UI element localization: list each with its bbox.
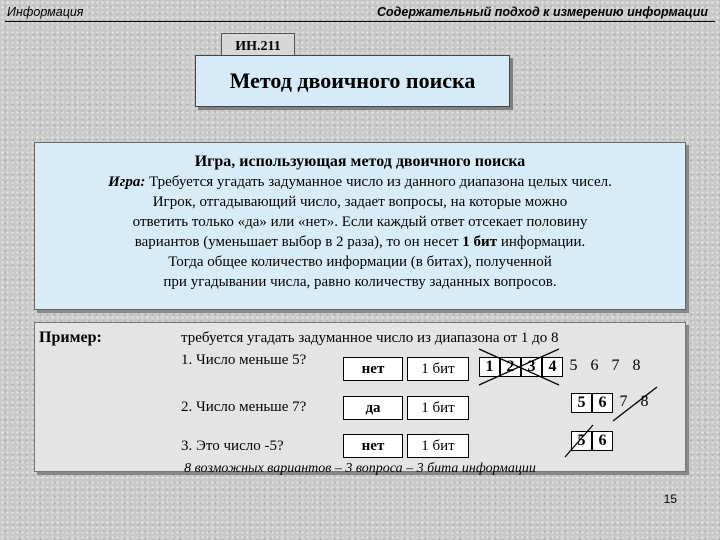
- number-cell: 1: [479, 357, 500, 377]
- number-cell: 6: [590, 357, 599, 374]
- bit-1: 1 бит: [407, 357, 469, 381]
- number-cell: 3: [521, 357, 542, 377]
- page-number: 15: [663, 492, 677, 506]
- number-cell: 6: [592, 431, 613, 451]
- number-cell: 7: [619, 393, 628, 410]
- game-text: [35, 172, 685, 292]
- game-line-1: Игра: Требуется угадать задуманное число из данного диапазона целых чисел.: [108, 174, 612, 190]
- number-cell: 5: [571, 431, 592, 451]
- game-line-6: при угадывании числа, равно количеству заданных вопросов.: [163, 274, 557, 290]
- number-cell: 2: [500, 357, 521, 377]
- number-cell: 6: [592, 393, 613, 413]
- question-3: 3. Это число -5?: [181, 438, 284, 454]
- header-section-label: Информация: [7, 5, 84, 19]
- number-cell: 5: [571, 393, 592, 413]
- number-cell: 5: [569, 357, 578, 374]
- number-cell: 7: [611, 357, 620, 374]
- answer-3: нет: [343, 434, 403, 458]
- number-cell: 4: [542, 357, 563, 377]
- cross-out-mark: [563, 423, 597, 459]
- game-label: Игра:: [108, 174, 146, 190]
- bit-2: 1 бит: [407, 396, 469, 420]
- slide-code-badge: ИН.211: [221, 33, 295, 61]
- bit-3: 1 бит: [407, 434, 469, 458]
- example-panel: [34, 322, 686, 476]
- example-label: Пример:: [39, 329, 102, 346]
- header-divider: [5, 21, 715, 22]
- example-summary: 8 возможных вариантов – 3 вопроса – 3 бита информации: [184, 461, 536, 476]
- game-line-2: Игрок, отгадывающий число, задает вопросы, на которые можно: [152, 194, 568, 210]
- game-line-4: вариантов (уменьшает выбор в 2 раза), то он несет 1 бит информации.: [134, 234, 586, 250]
- question-1: 1. Число меньше 5?: [181, 352, 307, 368]
- answer-2: да: [343, 396, 403, 420]
- game-line-5: Тогда общее количество информации (в битах), полученной: [168, 254, 552, 270]
- number-cell: 8: [640, 393, 649, 410]
- answer-1: нет: [343, 357, 403, 381]
- game-description-panel: [34, 142, 686, 310]
- cross-out-mark: [611, 383, 661, 425]
- number-cell: 8: [632, 357, 641, 374]
- example-intro: требуется угадать задуманное число из диапазона от 1 до 8: [181, 330, 559, 346]
- game-line-3: ответить только «да» или «нет». Если каждый ответ отсекает половину: [132, 214, 588, 230]
- cross-out-mark: [475, 345, 565, 389]
- question-2: 2. Число меньше 7?: [181, 399, 307, 415]
- header-topic-label: Содержательный подход к измерению информации: [377, 5, 708, 19]
- slide-title: Метод двоичного поиска: [195, 55, 510, 107]
- game-title: Игра, использующая метод двоичного поиска: [194, 153, 526, 170]
